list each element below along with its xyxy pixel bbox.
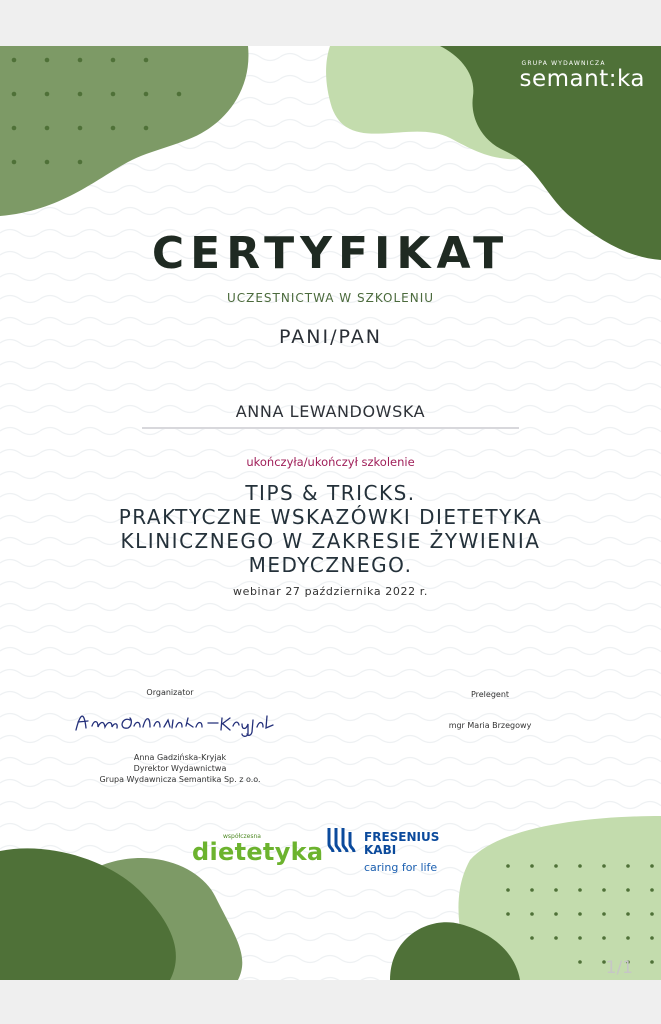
completed-text: ukończyła/ukończył szkolenie xyxy=(246,455,415,469)
dietetyka-logo-text: dietetyka xyxy=(192,838,324,866)
organizer-info xyxy=(60,752,300,785)
certificate-page xyxy=(0,46,661,980)
webinar-date: webinar 27 października 2022 r. xyxy=(233,585,428,598)
fresenius-mark-icon xyxy=(326,826,358,856)
organizer-company: Grupa Wydawnicza Semantika Sp. z o.o. xyxy=(99,775,261,784)
blob-top-left xyxy=(0,46,260,226)
course-title-line: PRAKTYCZNE WSKAZÓWKI DIETETYKA xyxy=(118,505,543,529)
certificate-subtitle: UCZESTNICTWA W SZKOLENIU xyxy=(226,291,435,305)
semantika-logo xyxy=(520,60,646,91)
certificate-title: CERTYFIKAT xyxy=(151,228,510,279)
fresenius-kabi-name xyxy=(364,831,439,857)
brand-small-text: GRUPA WYDAWNICZA xyxy=(521,60,606,67)
fresenius-line: FRESENIUS xyxy=(364,830,440,844)
brand-name: semant:ka xyxy=(519,66,645,92)
organizer-position: Dyrektor Wydawnictwa xyxy=(133,764,227,773)
name-underline xyxy=(142,427,519,429)
dietetyka-logo-small: współczesna xyxy=(223,833,261,840)
speaker-label: Prelegent xyxy=(470,690,510,699)
page-indicator: 1/1 xyxy=(605,958,633,978)
kabi-line: KABI xyxy=(364,843,397,857)
organizer-label: Organizator xyxy=(146,688,194,697)
fresenius-kabi-logo xyxy=(326,826,440,874)
course-title-line: TIPS & TRICKS. xyxy=(245,481,416,505)
fresenius-tagline: caring for life xyxy=(364,861,438,874)
organizer-signature xyxy=(70,706,290,740)
speaker-name: mgr Maria Brzegowy xyxy=(448,721,532,730)
dietetyka-logo xyxy=(192,833,323,864)
course-title-line: MEDYCZNEGO. xyxy=(248,553,413,577)
organizer-name: Anna Gadzińska-Kryjak xyxy=(133,753,227,762)
participant-name: ANNA LEWANDOWSKA xyxy=(235,402,426,421)
course-title-line: KLINICZNEGO W ZAKRESIE ŻYWIENIA xyxy=(120,529,541,553)
course-title xyxy=(0,481,661,577)
salutation: PANI/PAN xyxy=(279,326,382,348)
